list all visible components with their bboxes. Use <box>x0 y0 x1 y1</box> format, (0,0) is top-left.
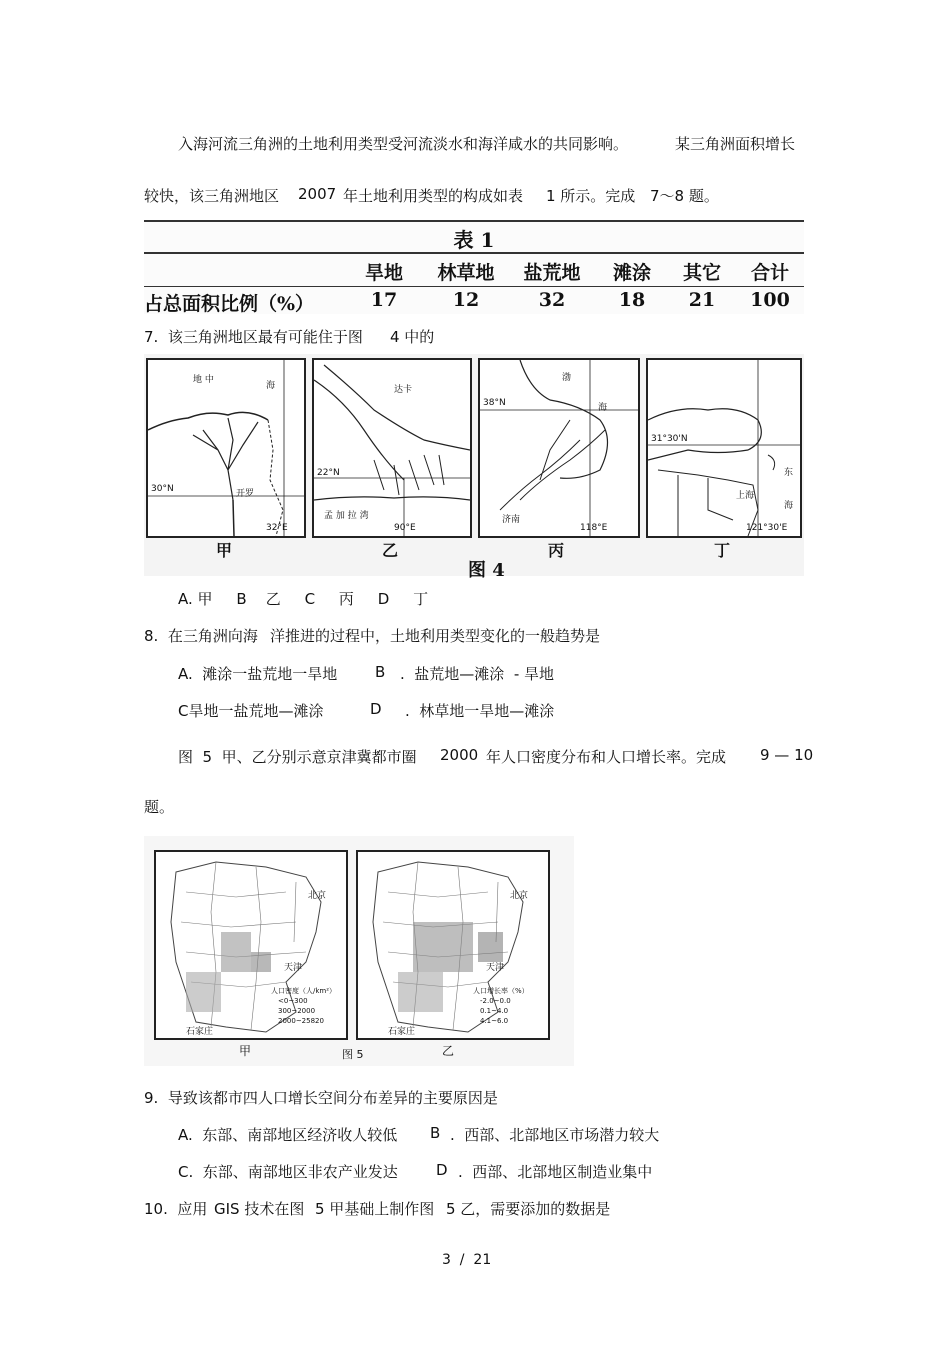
sea-label: 海 <box>598 403 608 413</box>
intro-line2-a: 较快，该三角洲地区 <box>144 187 280 205</box>
q8-option-d-key: D <box>370 700 382 718</box>
sea-label: 渤 <box>562 373 572 383</box>
beijing-label: 北京 <box>308 891 327 901</box>
city-label: 济南 <box>502 515 521 525</box>
lat-label: 30°N <box>151 484 174 494</box>
figure-5-caption: 图 5 <box>342 1048 364 1061</box>
map-panel-yi <box>312 358 472 538</box>
table-value: 100 <box>750 289 790 311</box>
panel-label-jia: 甲 <box>216 541 233 560</box>
intro-line2-b: 2007 <box>298 185 337 203</box>
legend-right-item: -2.0~0.0 <box>480 997 511 1005</box>
figure5-left-label: 甲 <box>239 1044 252 1058</box>
table-caption: 表 1 <box>453 228 495 252</box>
lon-label: 121°30'E <box>746 523 788 533</box>
legend-left-title: 人口密度（人/km²） <box>271 987 337 995</box>
q8-option-b-key: B <box>375 663 386 681</box>
panel-label-ding: 丁 <box>714 541 731 560</box>
table-header: 滩涂 <box>612 262 651 284</box>
q7-options: A. 甲 B 乙 C 丙 D 丁 <box>178 590 429 608</box>
shijiazhuang-label: 石家庄 <box>388 1027 416 1037</box>
page-number: 3 / 21 <box>442 1252 492 1268</box>
table-value: 12 <box>452 289 480 311</box>
table-header: 旱地 <box>364 262 403 284</box>
figure-4 <box>144 354 804 581</box>
q8-option-b: . 盐荒地—滩涂 - 旱地 <box>400 665 555 683</box>
sea-label: 东 <box>784 468 794 478</box>
figure-5 <box>144 836 574 1066</box>
panel-label-bing: 丙 <box>548 541 565 560</box>
intro2-e: 题。 <box>144 798 175 816</box>
q10-c: 5 甲基础上制作图 <box>315 1200 435 1218</box>
intro2-d: 9 — 10 <box>760 746 814 764</box>
panel-label-yi: 乙 <box>382 541 399 560</box>
table-value: 18 <box>618 289 646 311</box>
lat-label: 31°30'N <box>651 434 688 444</box>
q10-a: 10. 应用 <box>144 1200 208 1218</box>
figure-4-caption: 图 4 <box>468 560 505 581</box>
q9-option-d-key: D <box>436 1161 448 1179</box>
q9-option-a: A. 东部、南部地区经济收人较低 <box>178 1126 398 1144</box>
legend-right-title: 人口增长率（%） <box>473 987 529 995</box>
intro2-c: 年人口密度分布和人口增长率。完成 <box>486 748 727 766</box>
lon-label: 118°E <box>580 523 608 533</box>
map-panel-ding <box>646 358 802 538</box>
lat-label: 38°N <box>483 398 506 408</box>
q8-option-a: A. 滩涂一盐荒地一旱地 <box>178 665 338 683</box>
q9-option-c: C. 东部、南部地区非农产业发达 <box>178 1163 398 1181</box>
q8-option-d: . 林草地一旱地—滩涂 <box>405 702 555 720</box>
intro-line2-e: 7～8 题。 <box>650 187 719 205</box>
table-value: 17 <box>370 289 398 311</box>
table-1 <box>144 220 804 314</box>
table-header: 合计 <box>750 262 789 284</box>
intro-line1-b: 某三角洲面积增长 <box>675 135 796 153</box>
intro-line2-d: 1 所示。完成 <box>546 187 636 205</box>
tianjin-label: 天津 <box>486 963 505 973</box>
intro2-b: 2000 <box>440 746 479 764</box>
city-label: 达卡 <box>394 385 413 395</box>
q8-option-c: C旱地一盐荒地—滩涂 <box>178 702 324 720</box>
sea-label: 海 <box>266 381 276 391</box>
intro-line1-a: 入海河流三角洲的土地利用类型受河流淡水和海洋咸水的共同影响。 <box>178 135 629 153</box>
map-panel-jia <box>146 358 306 538</box>
lon-label: 32°E <box>266 523 288 533</box>
q9-option-d: . 西部、北部地区制造业集中 <box>458 1163 653 1181</box>
q9-stem: 9. 导致该都市四人口增长空间分布差异的主要原因是 <box>144 1089 498 1107</box>
legend-left-item: 300~2000 <box>278 1007 316 1015</box>
city-label: 开罗 <box>236 489 255 499</box>
q10-b: GIS 技术在图 <box>214 1200 305 1218</box>
q9-option-b: . 西部、北部地区市场潜力较大 <box>450 1126 660 1144</box>
tianjin-label: 天津 <box>284 963 303 973</box>
map-panel-bing <box>478 358 640 538</box>
table-rule <box>144 286 804 287</box>
sea-label: 地 中 <box>193 375 214 385</box>
q8-stem-b: 洋推进的过程中，土地利用类型变化的一般趋势是 <box>270 627 601 645</box>
legend-left-item: <0~300 <box>278 997 308 1005</box>
city-label: 上海 <box>736 491 755 501</box>
table-rule <box>144 252 804 254</box>
table-header: 其它 <box>682 262 721 284</box>
map-right-yi <box>356 850 550 1040</box>
q8-stem-a: 8. 在三角洲向海 <box>144 627 258 645</box>
beijing-label: 北京 <box>510 891 529 901</box>
table-row-label: 占总面积比例（%） <box>144 293 315 314</box>
table-header: 林草地 <box>437 262 495 284</box>
shijiazhuang-label: 石家庄 <box>186 1027 214 1037</box>
table-value: 32 <box>538 289 566 311</box>
legend-left-item: 2000~25820 <box>278 1017 324 1025</box>
figure5-right-label: 乙 <box>442 1044 455 1058</box>
bay-label: 孟 加 拉 湾 <box>324 511 369 521</box>
legend-right-item: 4.1~6.0 <box>480 1017 509 1025</box>
intro2-a: 图 5 甲、乙分别示意京津冀都市圈 <box>178 748 417 766</box>
legend-right-item: 0.1~4.0 <box>480 1007 509 1015</box>
map-left-jia <box>154 850 348 1040</box>
intro-line2-c: 年土地利用类型的构成如表 <box>343 187 524 205</box>
lon-label: 90°E <box>394 523 416 533</box>
table-value: 21 <box>688 289 716 311</box>
lat-label: 22°N <box>317 468 340 478</box>
q10-d: 5 乙，需要添加的数据是 <box>446 1200 611 1218</box>
q7-stem-b: 4 中的 <box>390 328 435 346</box>
table-header: 盐荒地 <box>523 262 581 284</box>
q7-stem-a: 7. 该三角洲地区最有可能住于图 <box>144 328 363 346</box>
q9-option-b-key: B <box>430 1124 441 1142</box>
sea-label: 海 <box>784 501 794 511</box>
